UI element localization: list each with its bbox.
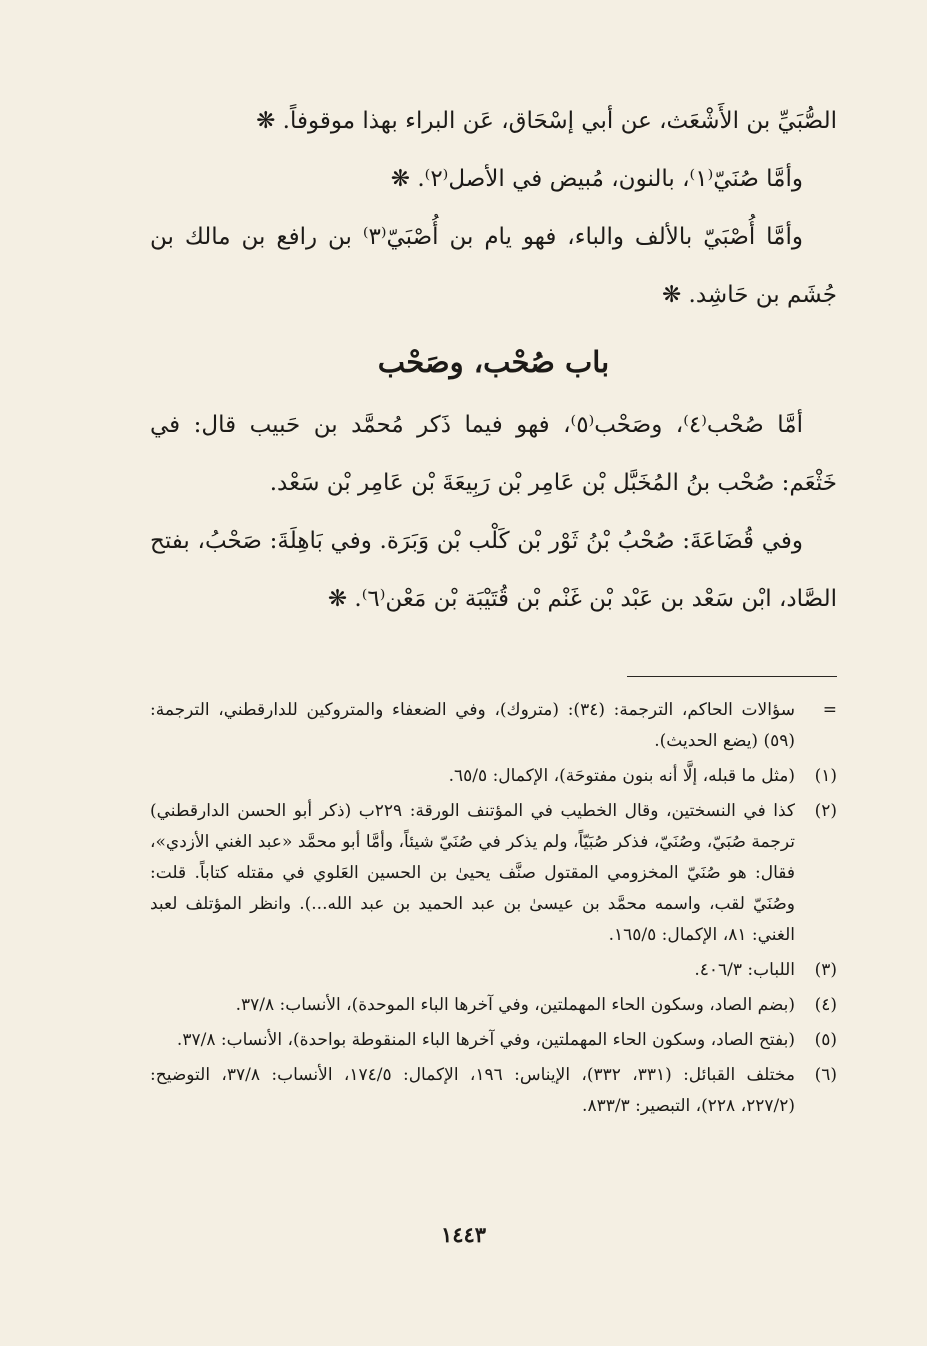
footnote-text: (بفتح الصاد، وسكون الحاء المهملتين، وفي آخرها الباء المنقوطة بواحدة)، الأنساب: ٣٧/٨. (176, 1030, 795, 1050)
text-paragraph-usbay: وأمَّا أُصْبَيّ بالألف والباء، فهو يام بن أُصْبَيّ⁽٣⁾ بن رافع بن مالك بن جُشَم بن حَاشِد. ❋ (150, 224, 837, 308)
text-line-continuation: الصُّبَيِّ بن الأَشْعَث، عن أبي إسْحَاق، عَن البراء بهذا موقوفاً. ❋ (256, 108, 837, 134)
footnote-text: كذا في النسختين، وقال الخطيب في المؤتنف الورقة: ٢٢٩ب (ذكر أبو الحسن الدارقطني) ترجمة صُبَيّ، وصُنَيّ، فذكر صُبَيّاً، ولم يذكر في صُنَيّ شيئاً، وأمَّا أبو محمَّد «عبد الغني الأزدي»، فقال: هو صُنَيّ المخزومي المقتول صنَّف يحيىٰ بن الحسين العَلوي في مقتله كتاباً. قلت: وصُنَيّ لقب، واسمه محمَّد بن عيسىٰ بن عبد الحميد بن عبد الله...). وانظر المؤتلف لعبد الغني: ٨١، الإكمال: ١٦٥/٥. (150, 801, 795, 945)
footnote-item (150, 990, 837, 1021)
footnote-separator (627, 676, 837, 677)
chapter-title: باب صُحْب، وصَحْب (377, 345, 610, 379)
footnote-text: سؤالات الحاكم، الترجمة: (٣٤): (متروك)، وفي الضعفاء والمتروكين للدارقطني، الترجمة: (٥٩) (يضع الحديث). (150, 700, 795, 751)
text-paragraph-suhb: أمَّا صُحْب⁽٤⁾، وصَحْب⁽٥⁾، فهو فيما ذَكر مُحمَّد بن حَبيب قال: في خَثْعَم: صُحْب بنُ المُخَبَّل بْن عَامِر بْن رَبِيعَةَ بْن عَامِر بْن سَعْد. (150, 412, 837, 496)
footnote-item (150, 761, 837, 792)
footnote-marker: = (822, 700, 837, 720)
page-number: ١٤٤٣ (440, 1222, 487, 1247)
footnote-item (150, 695, 837, 757)
footnote-marker: (٣) (814, 960, 837, 980)
main-text (150, 92, 837, 628)
footnote-text: اللباب: ٤٠٦/٣. (694, 960, 795, 980)
footnote-item (150, 796, 837, 951)
footnote-text: (مثل ما قبله، إلَّا أنه بنون مفتوحَة)، الإكمال: ٦٥/٥. (448, 766, 795, 786)
text-line-suni: وأمَّا صُنَيّ⁽١⁾، بالنون، مُبيض في الأصل⁽٢⁾. ❋ (390, 166, 803, 192)
footnote-item (150, 1060, 837, 1122)
text-paragraph-qudaa: وفي قُضَاعَةَ: صُحْبُ بْنُ ثَوْر بْن كَلْب بْن وَبَرَة. وفي بَاهِلَةَ: صَحْبُ، بفتح الصَّاد، ابْن سَعْد بن عَبْد بْن غَنْم بْن قُتَيْبَة بْن مَعْن⁽٦⁾. ❋ (150, 528, 837, 612)
footnote-marker: (٥) (814, 1030, 837, 1050)
footnote-marker: (١) (814, 766, 837, 786)
footnote-item (150, 955, 837, 986)
footnote-item (150, 1025, 837, 1056)
footnote-marker: (٤) (814, 995, 837, 1015)
footnote-text: (بضم الصاد، وسكون الحاء المهملتين، وفي آخرها الباء الموحدة)، الأنساب: ٣٧/٨. (235, 995, 795, 1015)
footnotes (150, 695, 837, 1122)
footnote-marker: (٢) (814, 801, 837, 821)
footnote-text: مختلف القبائل: (٣٣١، ٣٣٢)، الإيناس: ١٩٦، الإكمال: ١٧٤/٥، الأنساب: ٣٧/٨، التوضيح: (٢٢٧/٢، ٢٢٨)، التبصير: ٨٣٣/٣. (150, 1065, 795, 1116)
footnote-marker: (٦) (814, 1065, 837, 1085)
